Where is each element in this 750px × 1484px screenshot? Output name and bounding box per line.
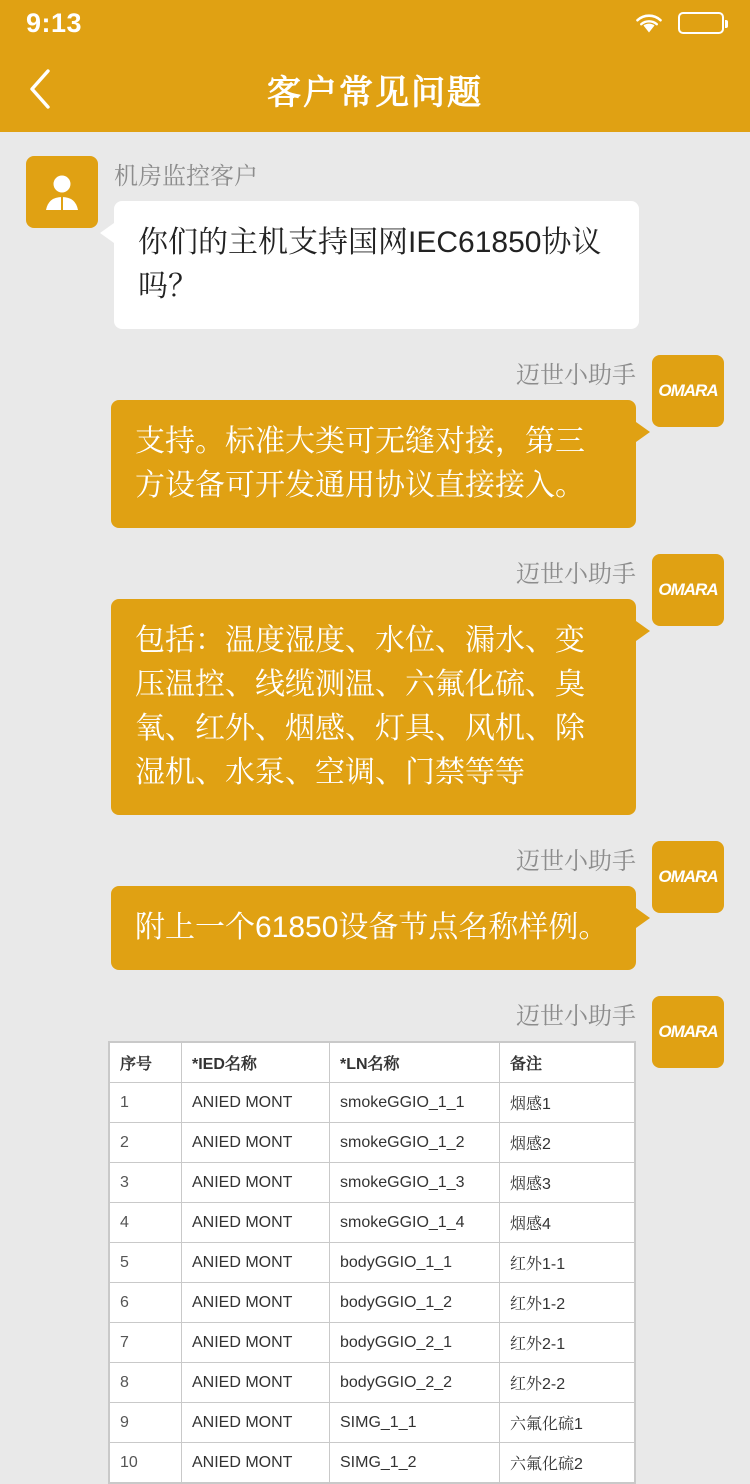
avatar-assistant[interactable]: OMARA [652, 996, 724, 1068]
chat-message-customer [26, 156, 724, 329]
message-body [111, 554, 636, 815]
message-bubble[interactable]: 附上一个61850设备节点名称样例。 [111, 886, 636, 970]
table-cell: ANIED MONT [182, 1443, 330, 1483]
table-cell: 红外1-1 [500, 1243, 635, 1283]
table-cell: ANIED MONT [182, 1243, 330, 1283]
table-header-cell: 序号 [110, 1043, 182, 1083]
table-cell: ANIED MONT [182, 1403, 330, 1443]
table-cell: 6 [110, 1283, 182, 1323]
chat-list[interactable] [0, 132, 750, 1473]
table-cell: ANIED MONT [182, 1283, 330, 1323]
status-bar [0, 0, 750, 46]
avatar-assistant[interactable]: OMARA [652, 554, 724, 626]
table-cell: smokeGGIO_1_4 [330, 1203, 500, 1243]
table-cell: ANIED MONT [182, 1083, 330, 1123]
table-cell: smokeGGIO_1_3 [330, 1163, 500, 1203]
message-body [108, 996, 636, 1484]
table-row [110, 1403, 635, 1443]
table-header-cell: 备注 [500, 1043, 635, 1083]
table-cell: ANIED MONT [182, 1323, 330, 1363]
table-cell: 烟感3 [500, 1163, 635, 1203]
table-cell: bodyGGIO_1_1 [330, 1243, 500, 1283]
table-row [110, 1123, 635, 1163]
table-cell: bodyGGIO_1_2 [330, 1283, 500, 1323]
table-cell: 5 [110, 1243, 182, 1283]
table-cell: bodyGGIO_2_2 [330, 1363, 500, 1403]
status-indicators [634, 12, 724, 34]
chevron-left-icon [27, 67, 53, 111]
sender-name: 迈世小助手 [516, 1003, 636, 1030]
sender-name: 迈世小助手 [516, 561, 636, 588]
table-header-row [110, 1043, 635, 1083]
message-bubble[interactable]: 包括：温度湿度、水位、漏水、变压温控、线缆测温、六氟化硫、臭氧、红外、烟感、灯具、风机、除湿机、水泵、空调、门禁等等 [111, 599, 636, 815]
table-cell: ANIED MONT [182, 1163, 330, 1203]
message-bubble[interactable]: 你们的主机支持国网IEC61850协议吗？ [114, 201, 639, 329]
table-cell: smokeGGIO_1_1 [330, 1083, 500, 1123]
sender-name: 迈世小助手 [516, 362, 636, 389]
table-row [110, 1363, 635, 1403]
avatar-assistant[interactable]: OMARA [652, 841, 724, 913]
wifi-icon [634, 12, 664, 34]
message-body [111, 841, 636, 970]
avatar-user[interactable] [26, 156, 98, 228]
table-cell: 烟感4 [500, 1203, 635, 1243]
table-cell: bodyGGIO_2_1 [330, 1323, 500, 1363]
table-row [110, 1083, 635, 1123]
table-cell: 4 [110, 1203, 182, 1243]
table-cell: ANIED MONT [182, 1203, 330, 1243]
table-row [110, 1163, 635, 1203]
table-body [110, 1083, 635, 1483]
table-row [110, 1203, 635, 1243]
status-time: 9:13 [26, 7, 83, 38]
table-cell: ANIED MONT [182, 1123, 330, 1163]
back-button[interactable] [0, 46, 80, 132]
table-cell: 红外1-2 [500, 1283, 635, 1323]
table-cell: 9 [110, 1403, 182, 1443]
message-body [114, 156, 639, 329]
table-cell: 烟感1 [500, 1083, 635, 1123]
table-cell: 六氟化硫1 [500, 1403, 635, 1443]
table-row [110, 1443, 635, 1483]
page-title: 客户常见问题 [267, 73, 483, 112]
table-header-cell: *LN名称 [330, 1043, 500, 1083]
nav-bar [0, 46, 750, 132]
chat-message-assistant [26, 554, 724, 815]
chat-message-assistant [26, 355, 724, 528]
avatar-assistant[interactable]: OMARA [652, 355, 724, 427]
table-cell: 六氟化硫2 [500, 1443, 635, 1483]
table-cell: 3 [110, 1163, 182, 1203]
table-cell: 8 [110, 1363, 182, 1403]
table-header-cell: *IED名称 [182, 1043, 330, 1083]
user-icon [41, 170, 83, 214]
table-cell: SIMG_1_1 [330, 1403, 500, 1443]
ied-node-table[interactable] [108, 1041, 636, 1484]
chat-message-assistant-table [26, 996, 724, 1484]
table-cell: 10 [110, 1443, 182, 1483]
message-body [111, 355, 636, 528]
sender-name: 迈世小助手 [516, 848, 636, 875]
message-bubble[interactable]: 支持。标准大类可无缝对接，第三方设备可开发通用协议直接接入。 [111, 400, 636, 528]
table-cell: smokeGGIO_1_2 [330, 1123, 500, 1163]
table-cell: ANIED MONT [182, 1363, 330, 1403]
sender-name: 机房监控客户 [114, 163, 258, 190]
table-cell: SIMG_1_2 [330, 1443, 500, 1483]
table-cell: 1 [110, 1083, 182, 1123]
table-cell: 红外2-1 [500, 1323, 635, 1363]
table-cell: 烟感2 [500, 1123, 635, 1163]
chat-message-assistant [26, 841, 724, 970]
table-row [110, 1283, 635, 1323]
battery-icon [678, 12, 724, 34]
table-cell: 7 [110, 1323, 182, 1363]
table-row [110, 1243, 635, 1283]
table-cell: 2 [110, 1123, 182, 1163]
table-row [110, 1323, 635, 1363]
table-cell: 红外2-2 [500, 1363, 635, 1403]
